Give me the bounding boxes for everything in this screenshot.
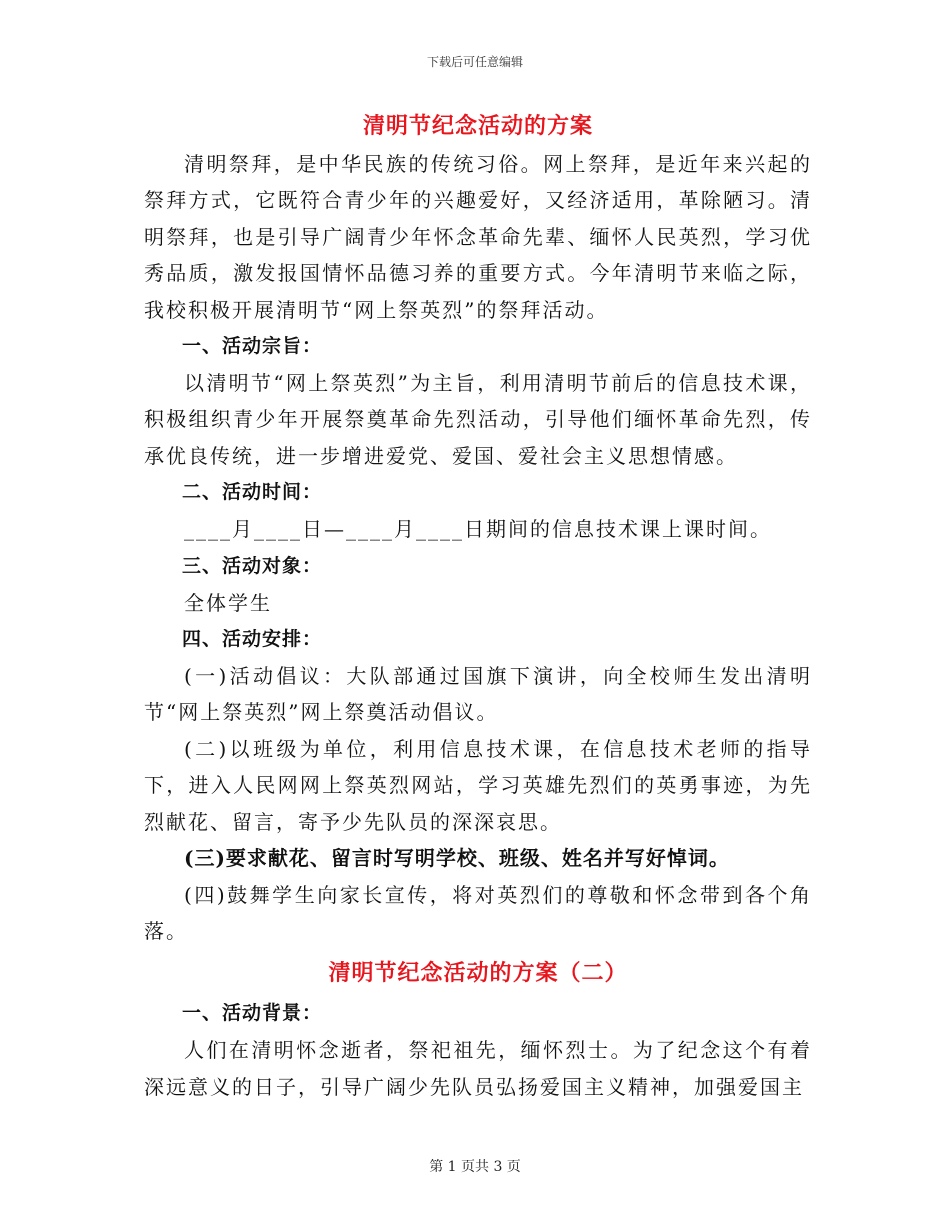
page-header-note: 下载后可任意编辑 [426,55,523,69]
document-body [144,108,812,1105]
heading-background: 一、活动背景： [182,1002,323,1025]
heading-time: 二、活动时间： [182,481,323,504]
arrangement-item-1: (一)活动倡议：大队部通过国旗下演讲，向全校师生发出清明节“网上祭英烈”网上祭奠活动倡议。 [144,664,812,725]
arrangement-item-4: (四)鼓舞学生向家长宣传，将对英烈们的尊敬和怀念带到各个角落。 [144,882,812,943]
purpose-paragraph: 以清明节“网上祭英烈”为主旨，利用清明节前后的信息技术课，积极组织青少年开展祭奠革命先烈活动，引导他们缅怀革命先烈，传承优良传统，进一步增进爱党、爱国、爱社会主义思想情感。 [144,371,812,468]
heading-purpose: 一、活动宗旨： [182,335,323,358]
heading-arrangement: 四、活动安排： [182,628,323,651]
document-title: 清明节纪念活动的方案 [362,113,593,139]
arrangement-item-3: (三)要求献花、留言时写明学校、班级、姓名并写好悼词。 [184,846,730,871]
time-paragraph: ____月____日—____月____日期间的信息技术课上课时间。 [184,517,772,542]
audience-paragraph: 全体学生 [184,590,272,615]
heading-audience: 三、活动对象： [182,554,323,577]
section-2-title: 清明节纪念活动的方案（二） [328,960,628,987]
intro-paragraph: 清明祭拜，是中华民族的传统习俗。网上祭拜，是近年来兴起的祭拜方式，它既符合青少年的兴趣爱好，又经济适用，革除陋习。清明祭拜，也是引导广阔青少年怀念革命先辈、缅怀人民英烈，学习优秀品质，激发报国情怀品德习养的重要方式。今年清明节来临之际，我校积极开展清明节“网上祭英烈”的祭拜活动。 [144,152,812,322]
arrangement-item-2: (二)以班级为单位，利用信息技术课，在信息技术老师的指导下，进入人民网网上祭英烈网站，学习英雄先烈们的英勇事迹，为先烈献花、留言，寄予少先队员的深深哀思。 [144,736,812,834]
background-paragraph: 人们在清明怀念逝者，祭祀祖先，缅怀烈士。为了纪念这个有着深远意义的日子，引导广阔少先队员弘扬爱国主义精神，加强爱国主 [144,1038,812,1099]
page-number: 第 1 页共 3 页 [429,1159,521,1175]
